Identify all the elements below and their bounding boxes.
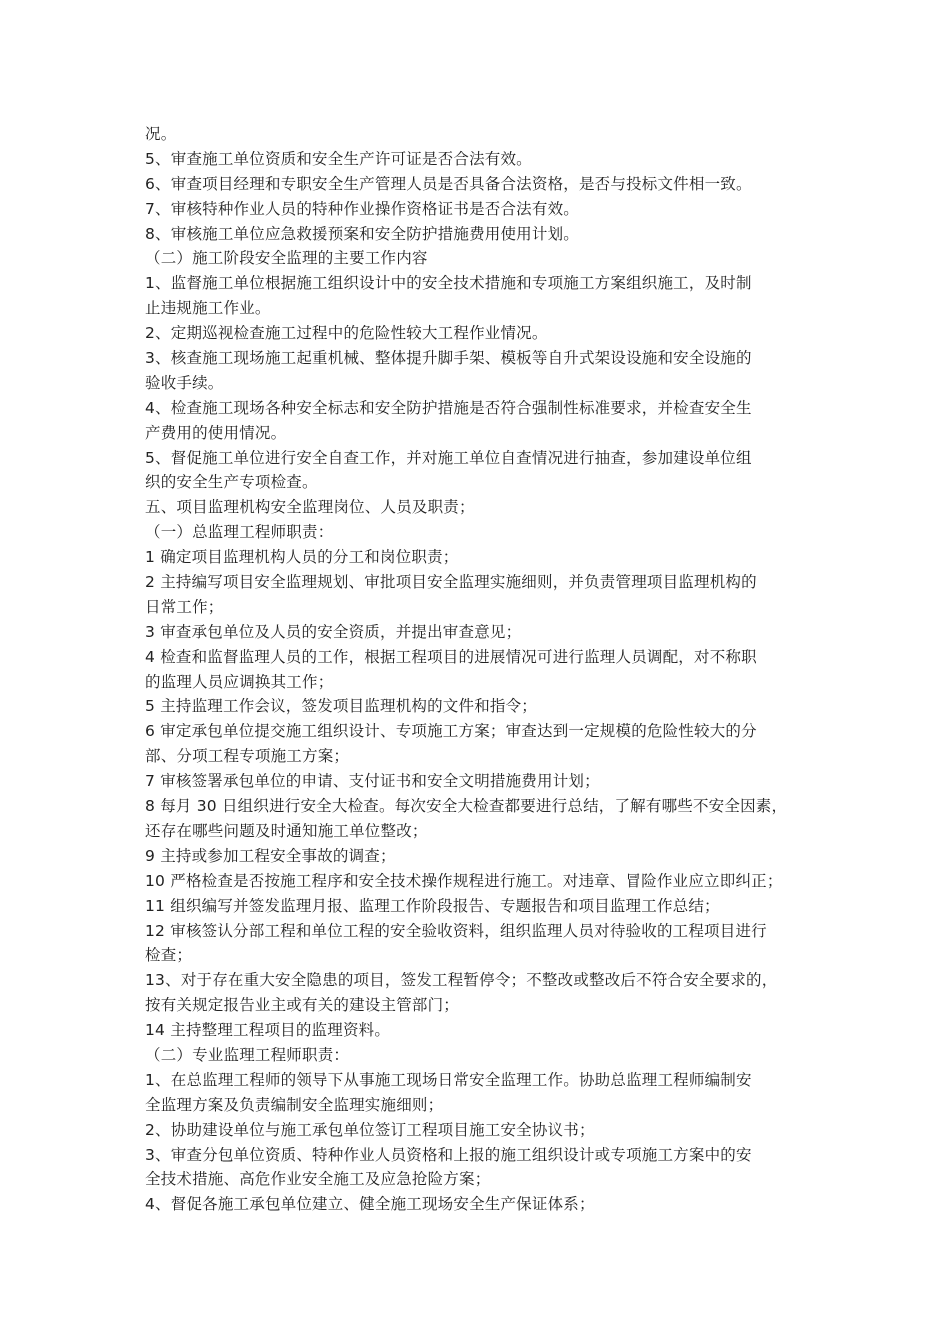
text-line: 况。 [145, 125, 177, 143]
section-heading: （二）施工阶段安全监理的主要工作内容 [145, 249, 428, 268]
section-heading: （一）总监理工程师职责： [145, 523, 334, 542]
text-line: 11 组织编写并签发监理月报、监理工作阶段报告、专题报告和项目监理工作总结； [145, 896, 720, 915]
text-line: 全监理方案及负责编制安全监理实施细则； [145, 1095, 444, 1114]
text-line: 的监理人员应调换其工作； [145, 672, 334, 691]
text-line: 12 审核签认分部工程和单位工程的安全验收资料，组织监理人员对待验收的工程项目进行 [145, 921, 767, 940]
text-line: 织的安全生产专项检查。 [145, 473, 318, 492]
text-line: 止违规施工作业。 [145, 299, 271, 318]
text-line: 10 严格检查是否按施工程序和安全技术操作规程进行施工。对违章、冒险作业应立即纠正； [145, 871, 783, 890]
section-heading: （二）专业监理工程师职责： [145, 1045, 350, 1064]
text-line: 3 审查承包单位及人员的安全资质，并提出审查意见； [145, 622, 522, 641]
text-line: 7、审核特种作业人员的特种作业操作资格证书是否合法有效。 [145, 199, 579, 218]
text-line: 13、对于存在重大安全隐患的项目，签发工程暂停令；不整改或整改后不符合安全要求的， [145, 971, 778, 990]
text-line: 2、定期巡视检查施工过程中的危险性较大工程作业情况。 [145, 324, 548, 343]
text-line: 全技术措施、高危作业安全施工及应急抢险方案； [145, 1170, 491, 1189]
text-line: 2、协助建设单位与施工承包单位签订工程项目施工安全协议书； [145, 1120, 595, 1139]
text-line: 6 审定承包单位提交施工组织设计、专项施工方案；审查达到一定规模的危险性较大的分 [145, 722, 757, 741]
text-line: 7 审核签署承包单位的申请、支付证书和安全文明措施费用计划； [145, 772, 600, 791]
text-line: 2 主持编写项目安全监理规划、审批项目安全监理实施细则，并负责管理项目监理机构的 [145, 573, 757, 592]
text-line: 产费用的使用情况。 [145, 423, 287, 442]
text-line: 6、审查项目经理和专职安全生产管理人员是否具备合法资格，是否与投标文件相一致。 [145, 174, 752, 193]
text-line: 还存在哪些问题及时通知施工单位整改； [145, 821, 428, 840]
text-line: 14 主持整理工程项目的监理资料。 [145, 1021, 391, 1040]
text-line: 5 主持监理工作会议，签发项目监理机构的文件和指令； [145, 697, 537, 716]
text-line: 4、督促各施工承包单位建立、健全施工现场安全生产保证体系； [145, 1195, 595, 1214]
text-line: 4、检查施工现场各种安全标志和安全防护措施是否符合强制性标准要求，并检查安全生 [145, 398, 752, 417]
text-line: 3、审查分包单位资质、特种作业人员资格和上报的施工组织设计或专项施工方案中的安 [145, 1145, 752, 1164]
text-line: 1、在总监理工程师的领导下从事施工现场日常安全监理工作。协助总监理工程师编制安 [145, 1070, 752, 1089]
document-body [145, 122, 817, 1217]
text-line: 部、分项工程专项施工方案； [145, 747, 350, 766]
text-line: 1、监督施工单位根据施工组织设计中的安全技术措施和专项施工方案组织施工，及时制 [145, 274, 752, 293]
text-line: 8、审核施工单位应急救援预案和安全防护措施费用使用计划。 [145, 224, 579, 243]
text-line: 验收手续。 [145, 373, 224, 392]
text-line: 4 检查和监督监理人员的工作，根据工程项目的进展情况可进行监理人员调配，对不称职 [145, 647, 757, 666]
text-line: 按有关规定报告业主或有关的建设主管部门； [145, 996, 460, 1015]
text-line: 日常工作； [145, 597, 224, 616]
text-line: 5、审查施工单位资质和安全生产许可证是否合法有效。 [145, 149, 532, 168]
text-line: 3、核查施工现场施工起重机械、整体提升脚手架、模板等自升式架设设施和安全设施的 [145, 349, 752, 368]
text-line: 8 每月 30 日组织进行安全大检查。每次安全大检查都要进行总结，了解有哪些不安全因素， [145, 797, 788, 816]
section-heading: 五、项目监理机构安全监理岗位、人员及职责； [145, 498, 475, 517]
text-line: 检查； [145, 946, 193, 965]
text-line: 1 确定项目监理机构人员的分工和岗位职责； [145, 548, 459, 567]
text-line: 5、督促施工单位进行安全自查工作，并对施工单位自查情况进行抽查，参加建设单位组 [145, 448, 752, 467]
text-line: 9 主持或参加工程安全事故的调查； [145, 846, 396, 865]
